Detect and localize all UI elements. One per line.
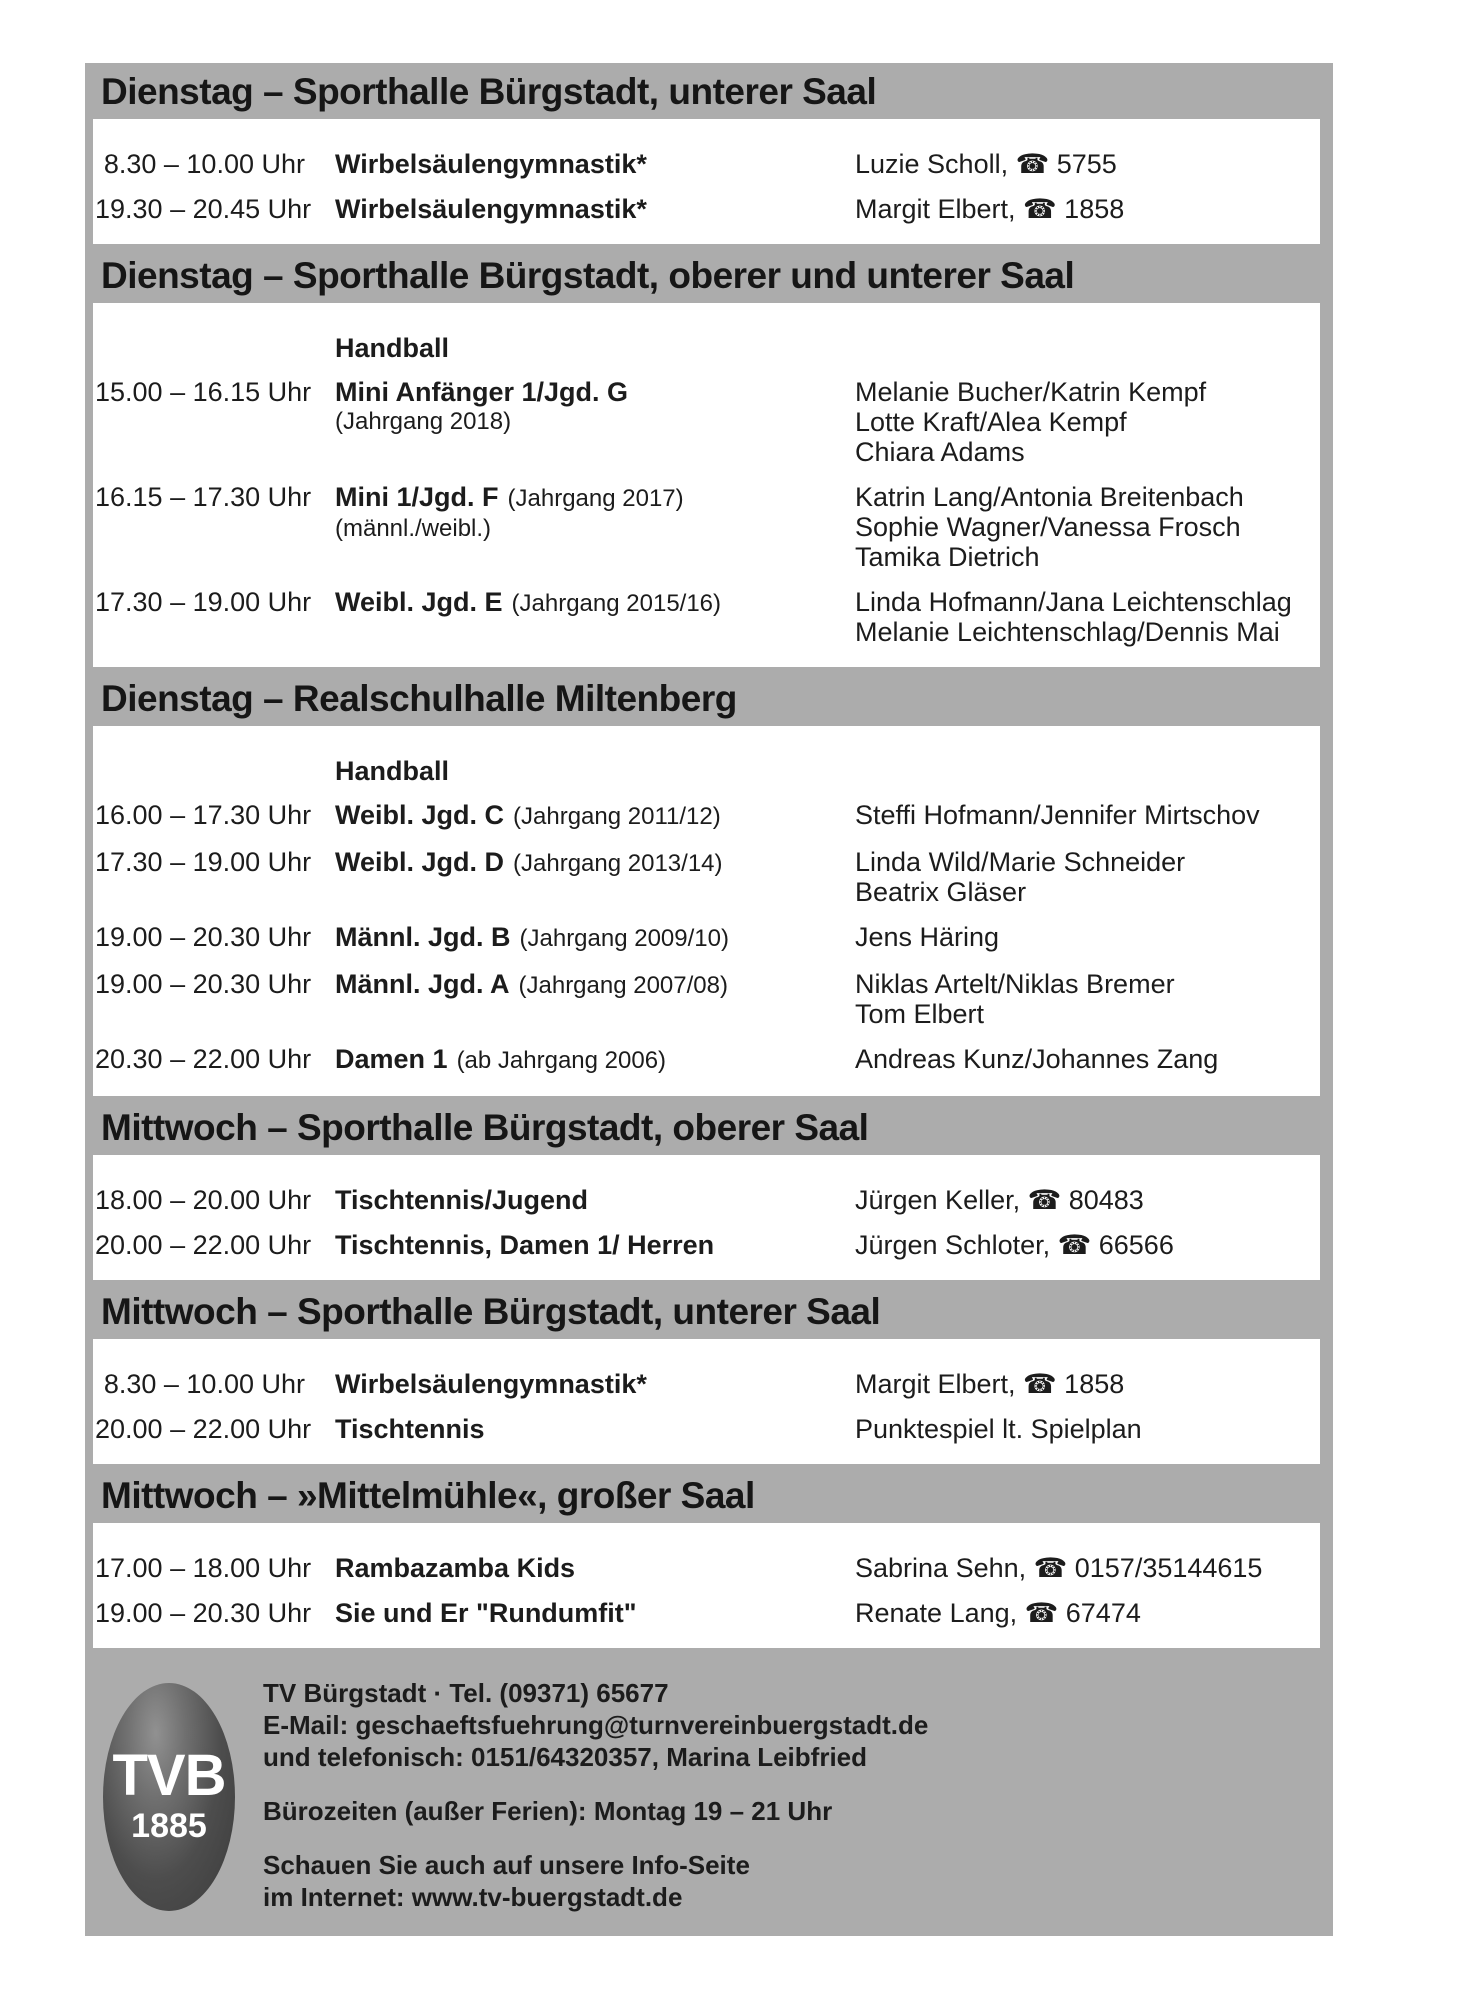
section-panel [93,119,1320,244]
activity-cell [335,149,825,179]
activity-cell [335,377,825,467]
activity-name: Wirbelsäulengymnastik* [335,149,647,179]
footer-info-line: Schauen Sie auch auf unsere Info-Seite [263,1850,750,1880]
activity-name: Tischtennis, Damen 1/ Herren [335,1230,715,1260]
activity-name: Mini 1/Jgd. F [335,482,499,512]
footer-website: im Internet: www.tv-buergstadt.de [263,1882,683,1912]
contact-line: Steffi Hofmann/Jennifer Mirtschov [855,800,1260,830]
schedule-row [93,587,1320,647]
time-cell: 8.30 – 10.00 Uhr [103,1369,305,1399]
schedule-row [93,1598,1320,1628]
footer-office-hours-block [263,1795,928,1827]
activity-note: (Jahrgang 2017) [507,485,684,512]
activity-name: Rambazamba Kids [335,1553,576,1583]
time-cell [95,333,305,363]
activity-name: Damen 1 [335,1044,448,1074]
schedule-document [85,63,1333,1936]
activity-cell [335,333,825,363]
section-panel [93,1523,1320,1648]
contact-line: Jürgen Keller, ☎ 80483 [855,1185,1144,1215]
time-cell [95,756,305,786]
schedule-row [93,969,1320,1029]
activity-cell [335,847,825,907]
time-cell: 20.30 – 22.00 Uhr [95,1044,312,1074]
time-cell: 20.00 – 22.00 Uhr [95,1414,312,1444]
time-cell: 19.00 – 20.30 Uhr [95,969,312,999]
contact-cell [855,1185,1320,1215]
activity-cell [335,1044,825,1076]
time-cell: 19.00 – 20.30 Uhr [95,1598,312,1628]
contact-cell [855,922,1320,954]
contact-line: Jens Häring [855,922,1000,952]
activity-cell [335,194,825,224]
section-header: Mittwoch – Sporthalle Bürgstadt, unterer Saal [101,1291,881,1332]
activity-cell [335,1185,825,1215]
activity-cell [335,482,825,572]
activity-cell [335,756,825,786]
contact-line: Niklas Artelt/Niklas Bremer [855,969,1175,999]
logo-abbr: TVB [112,1743,226,1808]
footer-info-block [263,1849,928,1913]
contact-cell [855,1598,1320,1628]
contact-cell [855,1044,1320,1076]
contact-line: Linda Wild/Marie Schneider [855,847,1186,877]
footer-contact-block [263,1677,928,1773]
contact-cell [855,194,1320,224]
footer-email: E-Mail: geschaeftsfuehrung@turnvereinbuergstadt.de [263,1710,929,1740]
activity-name: Wirbelsäulengymnastik* [335,194,647,224]
activity-note: (Jahrgang 2009/10) [519,925,729,952]
section-header: Dienstag – Sporthalle Bürgstadt, oberer und unterer Saal [101,255,1075,296]
contact-cell [855,1230,1320,1260]
footer-text [263,1677,928,1913]
footer-office-hours: Bürozeiten (außer Ferien): Montag 19 – 21 Uhr [263,1796,833,1826]
activity-note: (Jahrgang 2013/14) [513,850,723,877]
contact-cell [855,482,1320,572]
contact-cell [855,800,1320,832]
schedule-row [93,149,1320,179]
contact-line: Tom Elbert [855,999,985,1029]
activity-name: Wirbelsäulengymnastik* [335,1369,647,1399]
contact-cell [855,1553,1320,1583]
footer [85,1651,1333,1936]
time-cell: 15.00 – 16.15 Uhr [95,377,312,407]
schedule-row [93,482,1320,572]
activity-cell [335,1369,825,1399]
activity-name: Männl. Jgd. A [335,969,510,999]
time-cell: 19.00 – 20.30 Uhr [95,922,312,952]
contact-line: Punktespiel lt. Spielplan [855,1414,1142,1444]
schedule-row [93,1230,1320,1260]
activity-subnote: (männl./weibl.) [335,515,492,542]
schedule-row [93,1185,1320,1215]
contact-line: Jürgen Schloter, ☎ 66566 [855,1230,1174,1260]
contact-cell [855,969,1320,1029]
activity-cell [335,800,825,832]
activity-cell [335,587,825,647]
contact-line: Tamika Dietrich [855,542,1040,572]
schedule-row [93,922,1320,954]
schedule-row [93,1369,1320,1399]
contact-line: Melanie Leichtenschlag/Dennis Mai [855,617,1280,647]
sport-label: Handball [335,756,450,786]
contact-line: Linda Hofmann/Jana Leichtenschlag [855,587,1292,617]
sport-label-row [93,756,1320,786]
contact-cell [855,149,1320,179]
activity-cell [335,1230,825,1260]
activity-note: (Jahrgang 2011/12) [513,803,721,830]
contact-cell [855,1369,1320,1399]
activity-name: Weibl. Jgd. C [335,800,505,830]
time-cell: 16.00 – 17.30 Uhr [95,800,312,830]
footer-club-phone: TV Bürgstadt · Tel. (09371) 65677 [263,1678,669,1708]
sport-label: Handball [335,333,450,363]
activity-cell [335,1598,825,1628]
time-cell: 18.00 – 20.00 Uhr [95,1185,312,1215]
activity-name: Tischtennis [335,1414,485,1444]
activity-cell [335,922,825,954]
schedule-row [93,1553,1320,1583]
activity-subnote: (Jahrgang 2018) [335,408,512,435]
contact-cell [855,1414,1320,1444]
activity-name: Weibl. Jgd. E [335,587,503,617]
schedule-row [93,1414,1320,1444]
time-cell: 20.00 – 22.00 Uhr [95,1230,312,1260]
activity-name: Tischtennis/Jugend [335,1185,589,1215]
time-cell: 19.30 – 20.45 Uhr [95,194,312,224]
sport-label-row [93,333,1320,363]
time-cell: 17.30 – 19.00 Uhr [95,587,312,617]
time-cell: 8.30 – 10.00 Uhr [103,149,305,179]
activity-note: (ab Jahrgang 2006) [456,1047,667,1074]
contact-cell [855,377,1320,467]
section-panel [93,1155,1320,1280]
contact-cell [855,587,1320,647]
activity-name: Sie und Er "Rundumfit" [335,1598,637,1628]
schedule-row [93,800,1320,832]
contact-line: Melanie Bucher/Katrin Kempf [855,377,1207,407]
section-header: Mittwoch – »Mittelmühle«, großer Saal [101,1475,755,1516]
schedule-row [93,1044,1320,1076]
activity-cell [335,1553,825,1583]
schedule-row [93,847,1320,907]
tvb-logo [103,1683,235,1911]
section-header: Dienstag – Realschulhalle Miltenberg [101,678,737,719]
activity-cell [335,969,825,1029]
contact-line: Lotte Kraft/Alea Kempf [855,407,1127,437]
contact-line: Chiara Adams [855,437,1025,467]
time-cell: 16.15 – 17.30 Uhr [95,482,312,512]
contact-line: Margit Elbert, ☎ 1858 [855,194,1125,224]
section-header: Mittwoch – Sporthalle Bürgstadt, oberer Saal [101,1107,869,1148]
contact-line: Margit Elbert, ☎ 1858 [855,1369,1125,1399]
contact-line: Andreas Kunz/Johannes Zang [855,1044,1219,1074]
contact-line: Sophie Wagner/Vanessa Frosch [855,512,1241,542]
contact-line: Renate Lang, ☎ 67474 [855,1598,1141,1628]
schedule-row [93,194,1320,224]
activity-name: Männl. Jgd. B [335,922,511,952]
activity-name: Mini Anfänger 1/Jgd. G [335,377,629,407]
activity-cell [335,1414,825,1444]
contact-line: Katrin Lang/Antonia Breitenbach [855,482,1244,512]
activity-note: (Jahrgang 2015/16) [511,590,722,617]
contact-line: Sabrina Sehn, ☎ 0157/35144615 [855,1553,1263,1583]
activity-note: (Jahrgang 2007/08) [518,972,728,999]
contact-cell [855,847,1320,907]
section-panel [93,1339,1320,1464]
contact-line: Luzie Scholl, ☎ 5755 [855,149,1117,179]
time-cell: 17.00 – 18.00 Uhr [95,1553,312,1583]
schedule-row [93,377,1320,467]
time-cell: 17.30 – 19.00 Uhr [95,847,312,877]
footer-phone-alt: und telefonisch: 0151/64320357, Marina Leibfried [263,1742,868,1772]
logo-year: 1885 [131,1807,207,1845]
section-panel [93,726,1320,1096]
contact-line: Beatrix Gläser [855,877,1027,907]
activity-name: Weibl. Jgd. D [335,847,505,877]
section-panel [93,303,1320,667]
section-header: Dienstag – Sporthalle Bürgstadt, unterer Saal [101,71,877,112]
